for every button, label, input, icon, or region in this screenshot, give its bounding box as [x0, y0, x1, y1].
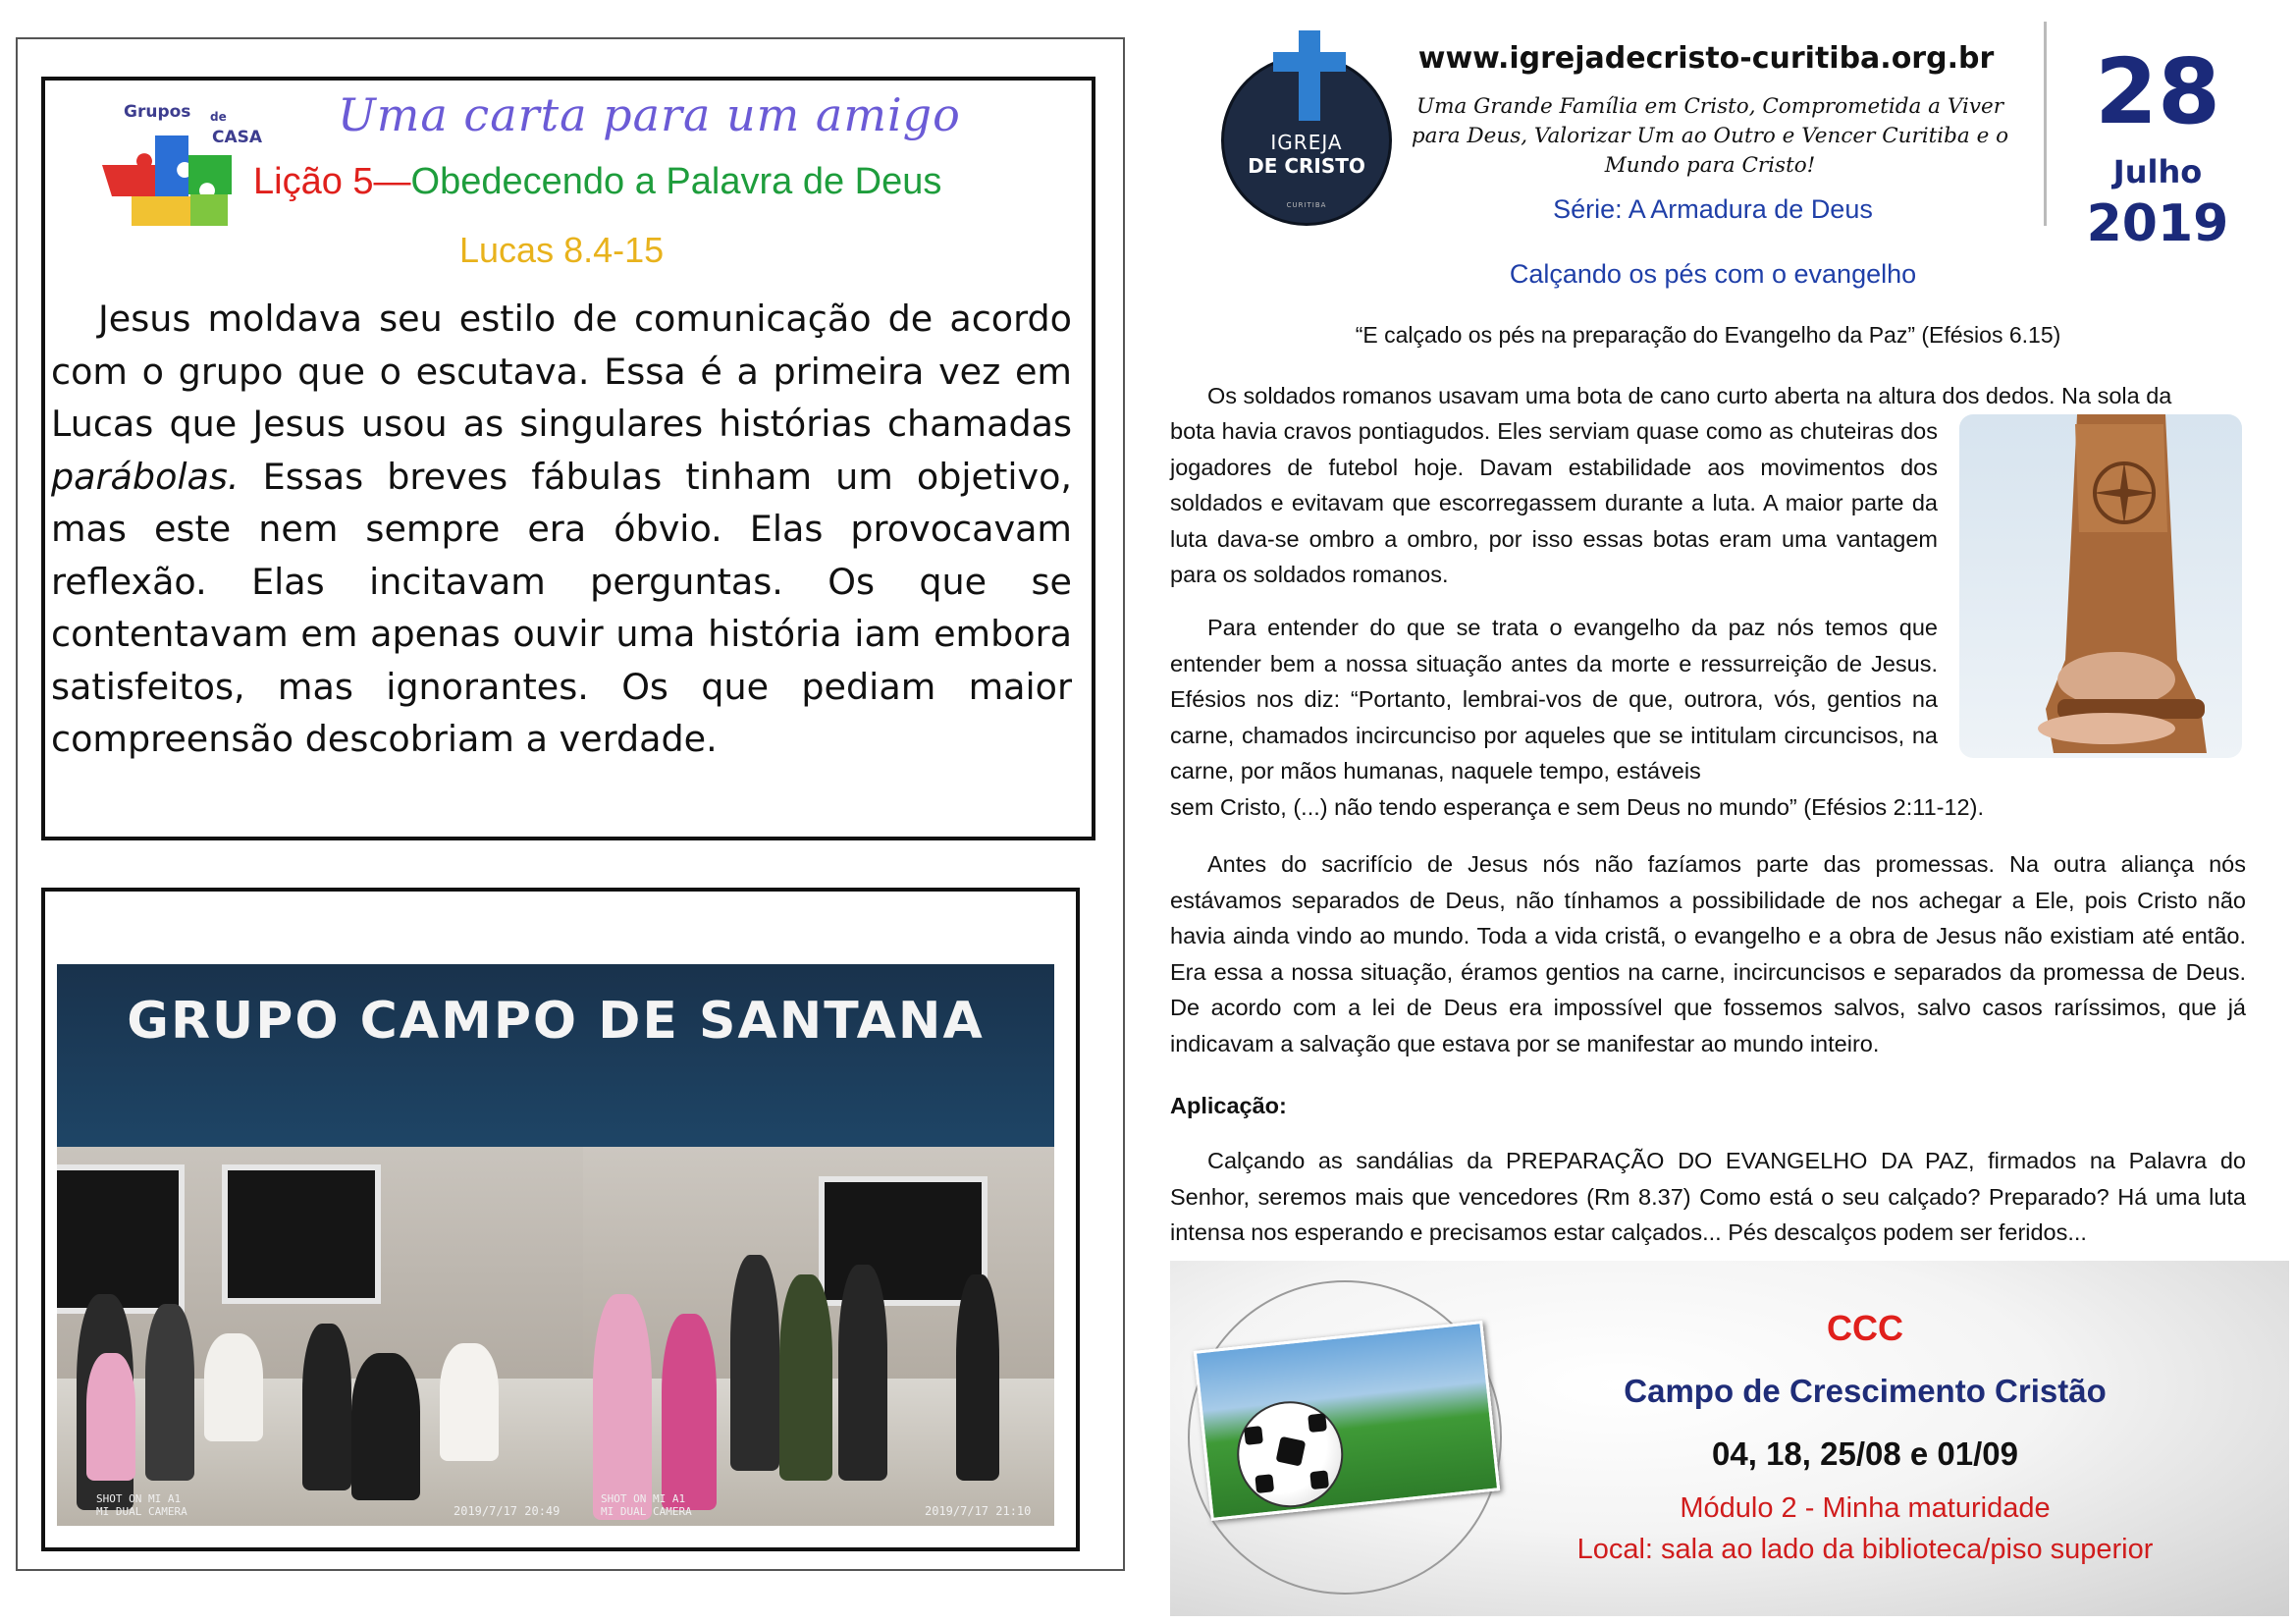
logo-line2: DE CRISTO [1248, 154, 1365, 178]
puzzle-icon [94, 98, 251, 226]
camera-stamp [96, 1492, 187, 1518]
stamp-line1: SHOT ON MI A1 [601, 1492, 686, 1505]
lesson-body [51, 293, 1072, 766]
person [838, 1265, 887, 1481]
person [956, 1274, 999, 1481]
photo-date: 2019/7/17 21:10 [925, 1504, 1032, 1518]
date-year: 2019 [2086, 194, 2229, 253]
cross-icon [1299, 30, 1320, 121]
series-title: Série: A Armadura de Deus [1553, 194, 1873, 224]
soccer-ball-icon [1232, 1396, 1349, 1513]
ccc-module: Módulo 2 - Minha maturidade [1680, 1492, 2051, 1524]
lesson-reference: Lucas 8.4-15 [459, 230, 665, 270]
logo-casa-text: CASA [212, 128, 263, 147]
table [204, 1333, 263, 1441]
date-day: 28 [2094, 39, 2221, 144]
photo-header-title: GRUPO CAMPO DE SANTANA [127, 992, 985, 1051]
paragraph-3: Antes do sacrifício de Jesus nós não fazíamos parte das promessas. Na outra aliança nós estávamos separados de Deus, não tínhamos a possibilidade de nos achegar a Ele, pois Cristo não havia ainda vindo ao mundo. Toda a vida cristã, o evangelho e a obra de Jesus não existiam até então. Era essa a nossa situação, éramos gentios na carne, incircuncisos e separados da promessa de Deus. De acordo com a lei de Deus era impossível que fossemos salvos, salvo casos raríssimos, que já indicavam a salvação que estava por se manifestar ao mundo inteiro. [1170, 851, 2246, 1056]
lesson-heading [253, 161, 941, 203]
sermon-title: Calçando os pés com o evangelho [1509, 259, 1917, 289]
paragraph-2: Para entender do que se trata o evangelho da paz nós temos que entender bem a nossa situação antes da morte e ressurreição de Jesus. Efésios nos diz: “Portanto, lembrai-vos de que, outrora, vós, gentios na carne, chamados incircunciso por aqueles que se intitulam circuncisos, na carne, por mãos humanas, naquele tempo, estáveis [1170, 615, 1938, 784]
camera-stamp [601, 1492, 692, 1518]
ccc-subtitle: Campo de Crescimento Cristão [1624, 1373, 2107, 1409]
logo-line3: CURITIBA [1286, 201, 1327, 209]
grupos-de-casa-logo [94, 98, 263, 226]
application-heading: Aplicação: [1170, 1093, 1287, 1118]
person [351, 1353, 420, 1500]
ccc-dates: 04, 18, 25/08 e 01/09 [1712, 1435, 2018, 1472]
soccer-field-image [1194, 1321, 1501, 1521]
paragraph-1-first-line: Os soldados romanos usavam uma bota de cano curto aberta na altura dos dedos. Na sola da [1207, 383, 2172, 408]
ccc-location: Local: sala ao lado da biblioteca/piso superior [1576, 1534, 2154, 1565]
group-photo-left [57, 1147, 583, 1526]
lesson-name: Obedecendo a Palavra de Deus [410, 161, 942, 202]
lesson-number: Lição 5— [253, 161, 411, 202]
window [57, 1164, 185, 1314]
sandal-illustration [1959, 414, 2242, 758]
logo-de-text: de [210, 110, 227, 124]
person [662, 1314, 717, 1510]
table [440, 1343, 499, 1461]
church-website: www.igrejadecristo-curitiba.org.br [1417, 41, 1995, 76]
group-photo-right [583, 1147, 1054, 1526]
lesson-body-italic: parábolas. [51, 455, 240, 498]
person [730, 1255, 779, 1471]
igreja-de-cristo-logo [1221, 55, 1392, 226]
lesson-body-part-b: Essas breves fábulas tinham um objetivo, mas este nem sempre era óbvio. Elas provocavam reflexão. Elas incitavam perguntas. Os que se contentavam em apenas ouvir uma história iam embora satisfeitos, mas ignorantes. Os que pediam maior compreensão descobriam a verdade. [51, 455, 1072, 760]
person [145, 1304, 194, 1481]
logo-line1: IGREJA [1270, 131, 1343, 154]
cross-icon-bar [1273, 52, 1346, 72]
window [222, 1164, 381, 1304]
stamp-line2: MI DUAL CAMERA [96, 1505, 187, 1518]
person [86, 1353, 135, 1481]
logo-grupos-text: Grupos [124, 102, 191, 122]
person [302, 1324, 351, 1490]
person [593, 1294, 652, 1520]
letter-title: Uma carta para um amigo [338, 88, 961, 141]
stamp-line2: MI DUAL CAMERA [601, 1505, 692, 1518]
key-verse: “E calçado os pés na preparação do Evangelho da Paz” (Efésios 6.15) [1355, 322, 2061, 348]
roman-sandal-photo [1959, 414, 2242, 758]
application-paragraph: Calçando as sandálias da PREPARAÇÃO DO EVANGELHO DA PAZ, firmados na Palavra do Senhor, seremos mais que vencedores (Rm 8.37) Como está o seu calçado? Preparado? Há uma luta intensa nos esperando e precisamos estar calçados... Pés descalços podem ser feridos... [1170, 1148, 2246, 1245]
photo-date: 2019/7/17 20:49 [454, 1504, 561, 1518]
paragraph-1: bota havia cravos pontiagudos. Eles serviam quase como as chuteiras dos jogadores de futebol hoje. Davam estabilidade aos movimentos dos soldados e evitavam que escorregassem durante a luta. A maior parte da luta dava-se ombro a ombro, por isso essas botas eram uma vantagem para os soldados romanos. [1170, 418, 1938, 587]
header-divider [2044, 22, 2047, 226]
lesson-body-part-a: Jesus moldava seu estilo de comunicação de acordo com o grupo que o escutava. Essa é a primeira vez em Lucas que Jesus usou as singulares histórias chamadas [51, 298, 1072, 445]
ccc-title: CCC [1827, 1308, 1903, 1348]
person [779, 1274, 832, 1481]
church-mission: Uma Grande Família em Cristo, Comprometida a Viver para Deus, Valorizar Um ao Outro e Vencer Curitiba e o Mundo para Cristo! [1411, 94, 2009, 178]
date-month: Julho [2112, 153, 2203, 190]
stamp-line1: SHOT ON MI A1 [96, 1492, 182, 1505]
paragraph-2-end: sem Cristo, (...) não tendo esperança e sem Deus no mundo” (Efésios 2:11-12). [1170, 794, 1984, 820]
